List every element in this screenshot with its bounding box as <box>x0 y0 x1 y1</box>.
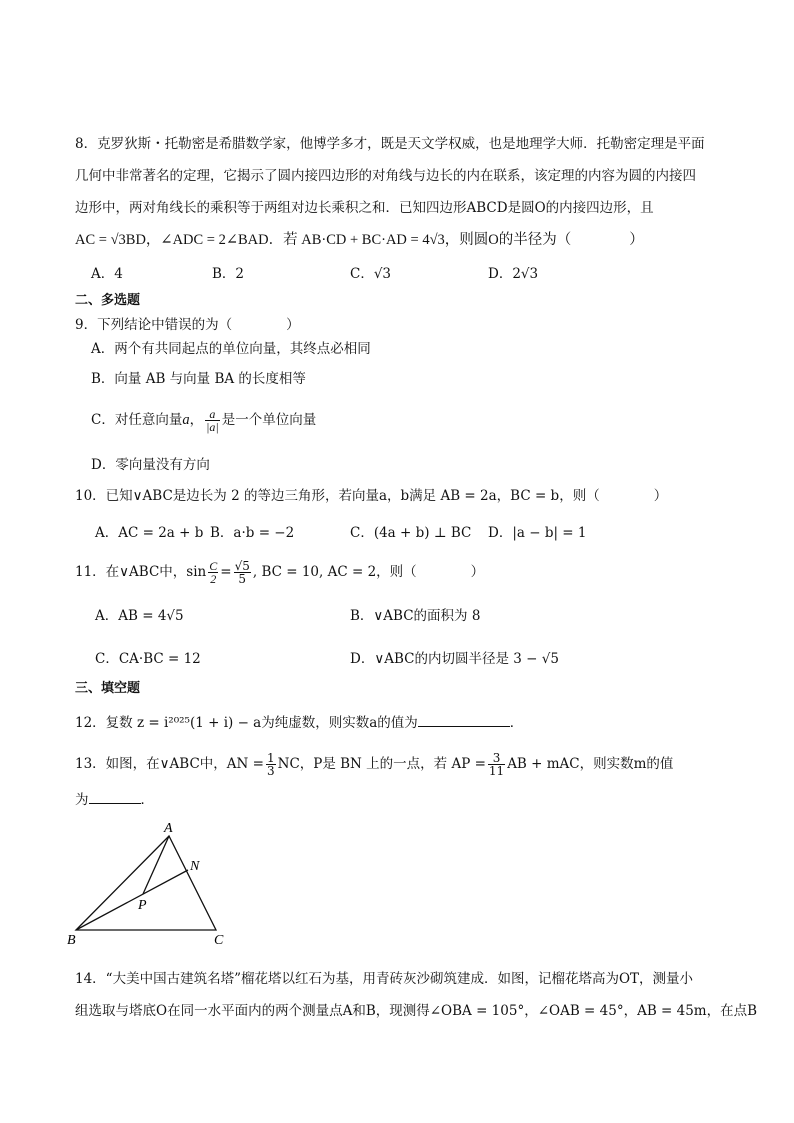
q9-option-a: A．两个有共同起点的单位向量，其终点必相同 <box>91 341 371 357</box>
q13-line2-end: ． <box>140 792 154 808</box>
q11-stem <box>75 560 735 585</box>
q13-fraction1-numerator: 1 <box>266 751 275 765</box>
q11-option-d: D．∨ABC的内切圆半径是 3 − √5 <box>350 651 559 667</box>
q13-line-2 <box>75 789 735 810</box>
q9-option-c-prefix: C．对任意向量 <box>91 412 183 428</box>
label-a: A <box>164 821 173 836</box>
q11-fraction2-denominator: 5 <box>238 572 247 586</box>
q13-fraction-three-elevenths <box>488 752 505 777</box>
q12-answer-blank[interactable] <box>418 712 510 727</box>
q13-stem <box>75 752 735 777</box>
q9-stem: 9．下列结论中错误的为（ ） <box>75 317 300 333</box>
q9-option-c-suffix: 是一个单位向量 <box>221 412 317 428</box>
q8-line-3: 边形中，两对角线长的乘积等于两组对边长乘积之和．已知四边形ABCD是圆O的内接四边形，且 <box>75 200 654 216</box>
section-heading-multiple-choice: 二、多选题 <box>75 293 141 308</box>
q13-fraction2-denominator: 11 <box>488 764 505 778</box>
q9-option-b: B．向量 AB 与向量 BA 的长度相等 <box>91 371 306 387</box>
q9-option-c-fraction <box>205 408 220 433</box>
q13-suffix: AB + mAC，则实数m的值 <box>507 756 674 772</box>
label-n: N <box>190 859 200 874</box>
q11-stem-prefix: 11．在∨ABC中，sin <box>75 564 207 580</box>
q8-line-1: 8．克罗狄斯・托勒密是希腊数学家，他博学多才，既是天文学权威，也是地理学大师．托勒密定理是平面 <box>75 136 705 152</box>
q14-line-2: 组选取与塔底O在同一水平面内的两个测量点A和B，现测得∠OBA = 105°，∠OAB = 45°，AB = 45m，在点B <box>75 1003 758 1019</box>
q10-option-a: A．AC = 2a + b <box>95 525 204 541</box>
q13-fraction1-denominator: 3 <box>266 764 275 778</box>
q12-end: ． <box>509 715 524 731</box>
section-heading-fill-in: 三、填空题 <box>75 681 141 696</box>
q8-line-2: 几何中非常著名的定理，它揭示了圆内接四边形的对角线与边长的内在联系，该定理的内容为圆的内接四 <box>75 168 696 184</box>
q13-fraction2-numerator: 3 <box>488 752 505 765</box>
q13-fraction-one-third <box>266 752 276 777</box>
label-c: C <box>214 933 224 948</box>
q11-option-c: C．CA·BC = 12 <box>95 651 201 667</box>
label-p: P <box>138 898 147 913</box>
q10-option-b: B．a·b = −2 <box>210 525 295 541</box>
q12-stem <box>75 712 735 733</box>
q9-option-c-vector: a <box>182 412 190 428</box>
q11-equals: = <box>220 564 232 580</box>
q11-fraction-numerator: C <box>209 559 218 573</box>
q11-stem-suffix: , BC = 10, AC = 2，则（ ） <box>252 564 485 580</box>
q10-stem: 10．已知∨ABC是边长为 2 的等边三角形，若向量a，b满足 AB = 2a，BC = b，则（ ） <box>75 488 668 504</box>
q11-fraction-c-over-2 <box>208 560 218 585</box>
q8-option-d: D．2√3 <box>488 266 539 282</box>
segment-bn <box>76 870 188 930</box>
q9-option-d: D．零向量没有方向 <box>91 457 210 473</box>
q9-option-c-denominator: |a| <box>206 420 219 434</box>
q13-triangle-figure <box>64 820 244 950</box>
q8-option-b: B．2 <box>212 266 245 282</box>
q10-option-d: D．|a − b| = 1 <box>488 525 587 541</box>
q13-prefix: 13．如图，在∨ABC中，AN = <box>75 756 264 772</box>
q10-option-c: C．(4a + b) ⊥ BC <box>350 525 472 541</box>
q11-option-a: A．AB = 4√5 <box>95 608 184 624</box>
q9-option-c-numerator: a <box>205 408 220 421</box>
label-b: B <box>67 933 76 948</box>
q11-fraction-root5-over-5 <box>234 560 251 585</box>
q13-line2-prefix: 为 <box>75 792 89 808</box>
q11-fraction2-numerator: √5 <box>234 559 250 573</box>
q11-option-b: B．∨ABC的面积为 8 <box>350 608 481 624</box>
q13-middle: NC，P是 BN 上的一点，若 AP = <box>277 756 486 772</box>
q11-fraction-denominator: 2 <box>210 572 217 586</box>
q8-line-4: AC = √3BD，∠ADC = 2∠BAD．若 AB·CD + BC·AD = 4√3，则圆O的半径为（ ） <box>75 232 644 248</box>
segment-ap <box>143 836 169 894</box>
q8-option-a: A．4 <box>91 266 123 282</box>
q9-option-c: C．对任意向量a， $\frac{a}{|a|}$ 是一个单位向量 <box>91 407 317 434</box>
q8-option-c: C．√3 <box>350 266 392 282</box>
triangle-abc <box>76 836 216 930</box>
q14-line-1: 14．“大美中国古建筑名塔”榴花塔以红石为基，用青砖灰沙砌筑建成．如图，记榴花塔高为OT，测量小 <box>75 971 694 987</box>
q12-text: 12．复数 z = i²⁰²⁵(1 + i) − a为纯虚数，则实数a的值为 <box>75 715 418 731</box>
q13-answer-blank[interactable] <box>89 789 141 804</box>
